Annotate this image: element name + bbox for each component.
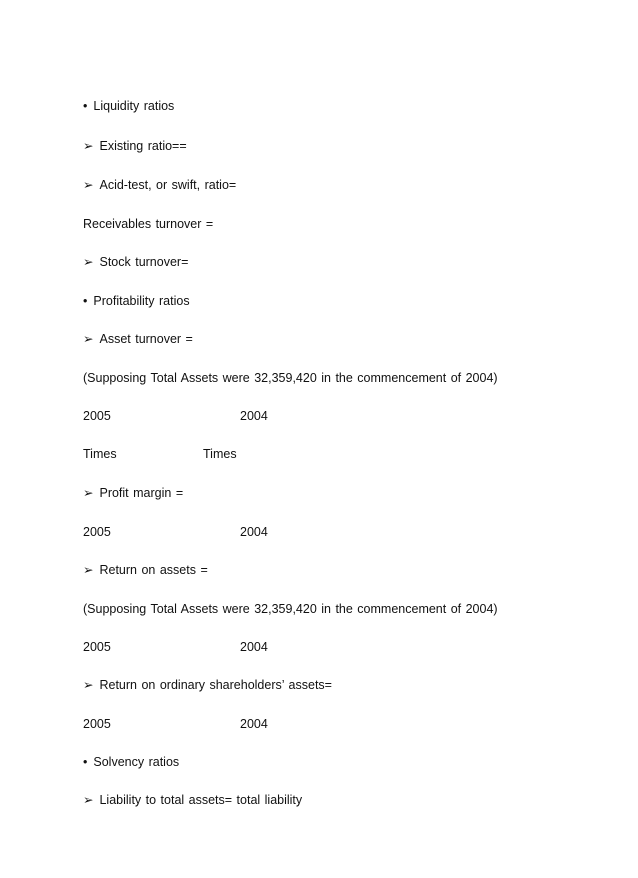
years-row-4 [83, 716, 268, 732]
liquidity-ratios-text: Liquidity ratios [93, 99, 175, 113]
arrow-marker: ➢ [83, 486, 94, 500]
bullet-marker: • [83, 294, 88, 308]
item-receivables-turnover [83, 216, 213, 232]
times-row [83, 446, 237, 462]
year-2004: 2004 [240, 717, 268, 731]
item-existing-ratio [83, 138, 187, 154]
item-stock-turnover [83, 254, 188, 270]
stock-turnover-text: Stock turnover= [99, 255, 189, 269]
liability-to-total-assets-text: Liability to total assets= total liability [99, 793, 303, 807]
solvency-ratios-text: Solvency ratios [93, 755, 180, 769]
item-asset-turnover [83, 331, 193, 347]
item-return-on-assets [83, 562, 208, 578]
year-2004: 2004 [240, 525, 268, 539]
item-profit-margin [83, 485, 183, 501]
bullet-marker: • [83, 99, 88, 113]
heading-solvency-ratios [83, 754, 179, 770]
note-supposing-total-assets-1 [83, 370, 498, 386]
year-2004: 2004 [240, 640, 268, 654]
year-2005: 2005 [83, 717, 111, 731]
item-liability-to-total-assets [83, 792, 302, 808]
heading-liquidity-ratios [83, 98, 174, 114]
item-acid-test-ratio [83, 177, 236, 193]
arrow-marker: ➢ [83, 793, 94, 807]
supposing-text: (Supposing Total Assets were 32,359,420 in the commencement of 2004) [83, 602, 498, 616]
arrow-marker: ➢ [83, 563, 94, 577]
heading-profitability-ratios [83, 293, 190, 309]
item-return-on-ordinary-shareholders-assets [83, 677, 332, 693]
arrow-marker: ➢ [83, 255, 94, 269]
profitability-ratios-text: Profitability ratios [93, 294, 190, 308]
arrow-marker: ➢ [83, 678, 94, 692]
return-on-ordinary-text: Return on ordinary shareholders’ assets= [99, 678, 332, 692]
years-row-3 [83, 639, 268, 655]
years-row-2 [83, 524, 268, 540]
year-2005: 2005 [83, 409, 111, 423]
existing-ratio-text: Existing ratio== [99, 139, 187, 153]
arrow-marker: ➢ [83, 332, 94, 346]
acid-test-ratio-text: Acid-test, or swift, ratio= [99, 178, 237, 192]
return-on-assets-text: Return on assets = [99, 563, 208, 577]
year-2004: 2004 [240, 409, 268, 423]
receivables-turnover-text: Receivables turnover = [83, 217, 214, 231]
bullet-marker: • [83, 755, 88, 769]
supposing-text: (Supposing Total Assets were 32,359,420 in the commencement of 2004) [83, 371, 498, 385]
years-row-1 [83, 408, 268, 424]
arrow-marker: ➢ [83, 139, 94, 153]
times-label-1: Times [83, 447, 117, 461]
note-supposing-total-assets-2 [83, 601, 498, 617]
arrow-marker: ➢ [83, 178, 94, 192]
asset-turnover-text: Asset turnover = [99, 332, 193, 346]
year-2005: 2005 [83, 640, 111, 654]
times-label-2: Times [203, 447, 237, 461]
year-2005: 2005 [83, 525, 111, 539]
profit-margin-text: Profit margin = [99, 486, 184, 500]
